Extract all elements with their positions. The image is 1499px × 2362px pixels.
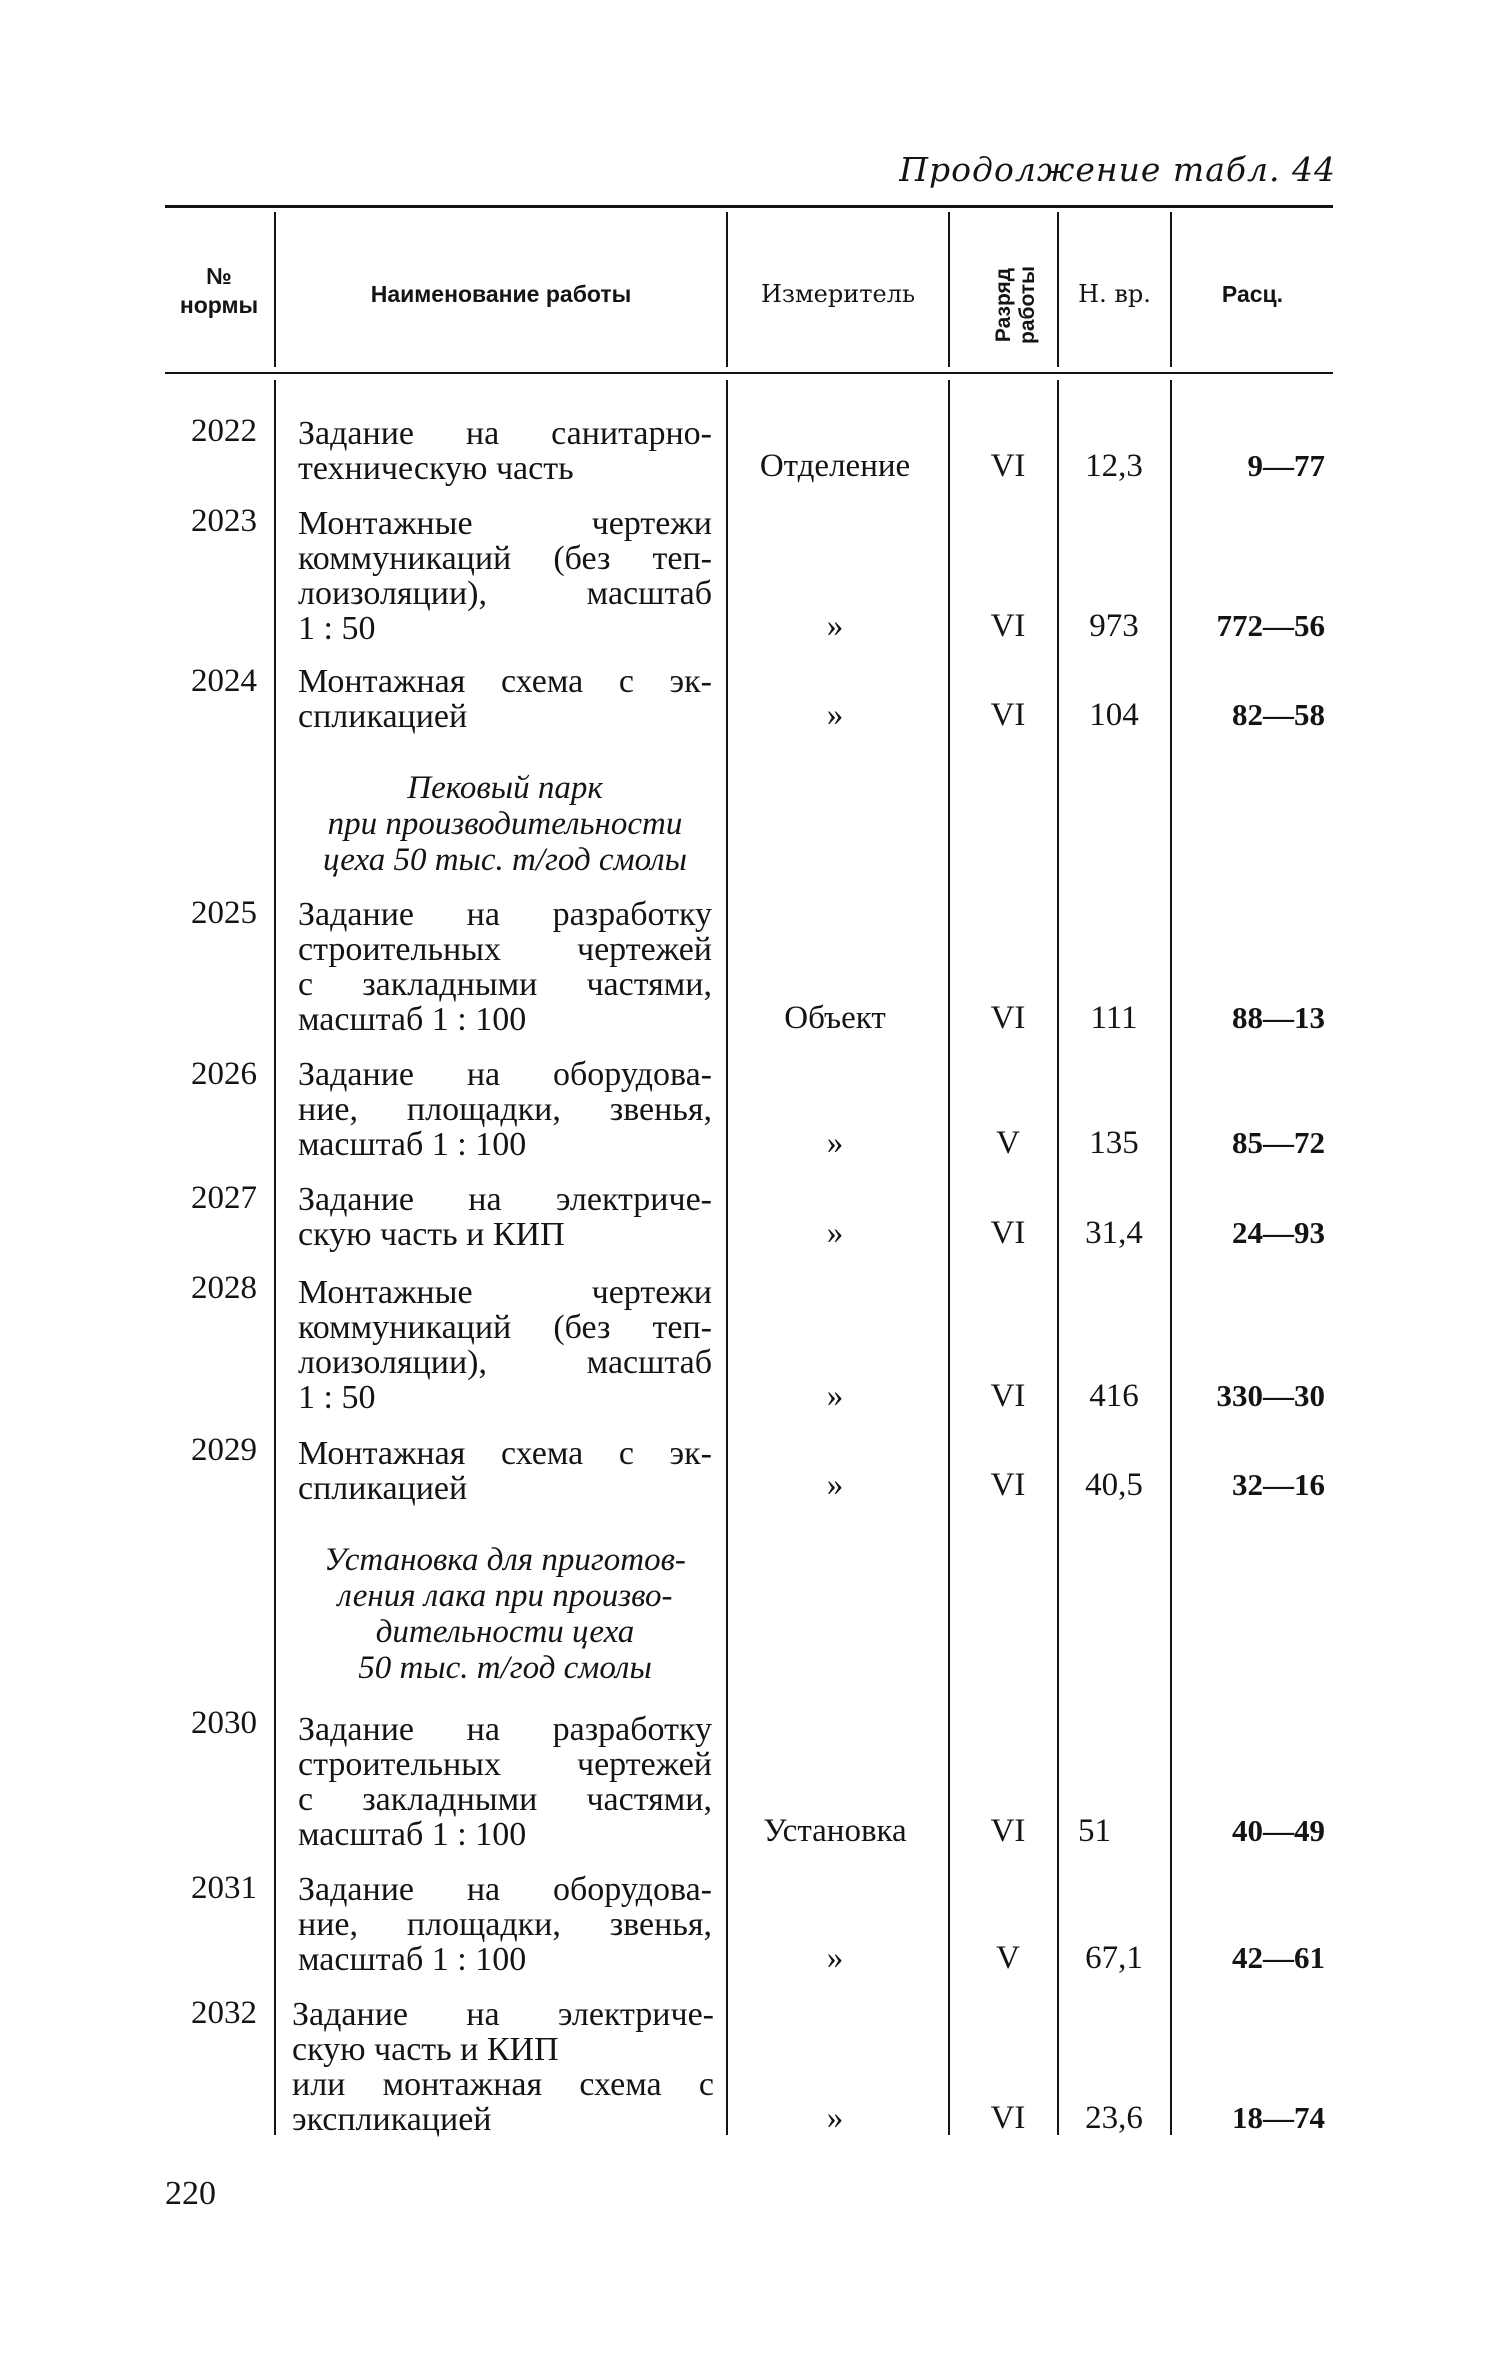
work-name	[298, 1275, 712, 1415]
work-name-line: 1 : 50	[298, 1379, 376, 1416]
work-name	[298, 506, 712, 646]
norm-number: 2030	[191, 1705, 257, 1741]
header-time-norm: Н. вр.	[1078, 280, 1151, 308]
work-name	[298, 897, 712, 1037]
work-name-line: Монтажная схема с эк-	[298, 1435, 712, 1472]
work-name-line: спликацией	[298, 698, 468, 735]
work-name	[298, 1872, 712, 1977]
work-name-line: масштаб 1 : 100	[298, 1126, 527, 1163]
work-name-line: техническую часть	[298, 450, 574, 487]
rate: 772—56	[1216, 608, 1325, 643]
header-grade-line2: работы	[1016, 265, 1039, 345]
norm-number: 2022	[191, 413, 257, 449]
work-name	[298, 1182, 712, 1252]
work-name-line: коммуникаций (без теп-	[298, 540, 712, 577]
grade: VI	[990, 2100, 1026, 2136]
grade: VI	[990, 1467, 1026, 1503]
time-norm: 416	[1089, 1378, 1139, 1414]
continuation-caption: Продолжение табл. 44	[899, 150, 1336, 189]
norm-number: 2027	[191, 1180, 257, 1216]
rate: 24—93	[1232, 1215, 1325, 1250]
grade: VI	[990, 697, 1026, 733]
measure: »	[826, 1378, 844, 1414]
norm-number: 2025	[191, 895, 257, 931]
work-name-line: Монтажная схема с эк-	[298, 663, 712, 700]
work-name-line: Задание на оборудова-	[298, 1871, 712, 1908]
header-norm-no	[165, 262, 273, 320]
grade: VI	[990, 1378, 1026, 1414]
work-name-line: Монтажные чертежи	[298, 1274, 712, 1311]
measure: »	[826, 608, 844, 644]
work-name-line: масштаб 1 : 100	[298, 1816, 527, 1853]
column-divider	[948, 380, 950, 2135]
time-norm: 111	[1090, 1000, 1138, 1036]
work-name-line: Задание на оборудова-	[298, 1056, 712, 1093]
work-name-line: масштаб 1 : 100	[298, 1941, 527, 1978]
section-heading-line: ления лака при произво-	[337, 1578, 673, 1614]
work-name-line: строительных чертежей	[298, 1746, 712, 1783]
measure: Отделение	[759, 448, 911, 484]
header-bottom-rule	[165, 372, 1333, 374]
work-name-line: Задание на электриче-	[298, 1181, 712, 1218]
work-name-line: с закладными частями,	[298, 1781, 712, 1818]
page-number: 220	[165, 2175, 216, 2212]
rate: 88—13	[1232, 1000, 1325, 1035]
norm-number: 2028	[191, 1270, 257, 1306]
norm-number: 2031	[191, 1870, 257, 1906]
work-name-line: ние, площадки, звенья,	[298, 1091, 712, 1128]
measure: »	[826, 2100, 844, 2136]
work-name-line: масштаб 1 : 100	[298, 1001, 527, 1038]
work-name-line: лоизоляции), масштаб	[298, 1344, 712, 1381]
norm-number: 2029	[191, 1432, 257, 1468]
section-heading-line: Пековый парк	[407, 770, 603, 806]
rate: 82—58	[1232, 697, 1325, 732]
work-name-line: скую часть и КИП	[298, 1216, 565, 1253]
work-name	[298, 664, 712, 734]
work-name-line: с закладными частями,	[298, 966, 712, 1003]
work-name-line: Задание на разработку	[298, 896, 712, 933]
table-top-rule	[165, 205, 1333, 208]
column-divider	[274, 380, 276, 2135]
work-name	[298, 416, 712, 486]
header-measure: Измеритель	[760, 280, 916, 308]
time-norm: 40,5	[1085, 1467, 1143, 1503]
work-name-line: Задание на санитарно-	[298, 415, 712, 452]
section-heading-line: при производительности	[327, 806, 683, 842]
section-heading-line: Установка для приготов-	[324, 1542, 686, 1578]
column-divider	[1170, 380, 1172, 2135]
time-norm: 31,4	[1085, 1215, 1143, 1251]
rate: 85—72	[1232, 1125, 1325, 1160]
time-norm: 135	[1089, 1125, 1139, 1161]
work-name-line: коммуникаций (без теп-	[298, 1309, 712, 1346]
work-name-line: экспликацией	[292, 2101, 492, 2138]
work-name	[298, 1712, 712, 1852]
measure: »	[826, 1125, 844, 1161]
header-work-name: Наименование работы	[370, 281, 632, 307]
work-name-line: скую часть и КИП	[292, 2031, 559, 2068]
norm-number: 2032	[191, 1995, 257, 2031]
header-rate: Расц.	[1221, 281, 1284, 307]
section-heading-line: дительности цеха	[375, 1614, 635, 1650]
grade: VI	[990, 608, 1026, 644]
rate: 9—77	[1247, 448, 1325, 483]
norm-number: 2023	[191, 503, 257, 539]
measure: »	[826, 1467, 844, 1503]
grade: V	[996, 1125, 1020, 1161]
column-divider	[948, 212, 950, 367]
grade: V	[996, 1940, 1020, 1976]
rate: 330—30	[1216, 1378, 1325, 1413]
time-norm: 12,3	[1085, 448, 1143, 484]
work-name-line: строительных чертежей	[298, 931, 712, 968]
work-name-line: лоизоляции), масштаб	[298, 575, 712, 612]
rate: 42—61	[1232, 1940, 1325, 1975]
header-norm-no-symbol: №	[206, 263, 232, 289]
measure: Установка	[763, 1813, 907, 1849]
work-name	[298, 1436, 712, 1506]
section-heading-line: цеха 50 тыс. т/год смолы	[322, 842, 688, 878]
work-name-line: Задание на электриче-	[292, 1996, 714, 2033]
column-divider	[726, 380, 728, 2135]
work-name-line: ние, площадки, звенья,	[298, 1906, 712, 1943]
rate: 32—16	[1232, 1467, 1325, 1502]
measure: »	[826, 1215, 844, 1251]
work-name-line: или монтажная схема с	[292, 2066, 714, 2103]
section-heading	[287, 1542, 723, 1686]
rate: 40—49	[1232, 1813, 1325, 1848]
measure: »	[826, 1940, 844, 1976]
norm-number: 2024	[191, 663, 257, 699]
time-norm: 104	[1089, 697, 1139, 733]
work-name-line: 1 : 50	[298, 610, 376, 647]
grade: VI	[990, 1813, 1026, 1849]
header-norm-no-word: нормы	[179, 292, 259, 318]
grade: VI	[990, 1215, 1026, 1251]
norm-number: 2026	[191, 1056, 257, 1092]
work-name	[298, 1057, 712, 1162]
work-name-line: Задание на разработку	[298, 1711, 712, 1748]
time-norm: 51	[1078, 1813, 1111, 1849]
time-norm: 973	[1089, 608, 1139, 644]
time-norm: 23,6	[1085, 2100, 1143, 2136]
header-grade-line1: Разряд	[992, 267, 1015, 343]
rate: 18—74	[1232, 2100, 1325, 2135]
time-norm: 67,1	[1085, 1940, 1143, 1976]
work-name	[292, 1997, 714, 2137]
measure: Объект	[784, 1000, 886, 1036]
work-name-line: Монтажные чертежи	[298, 505, 712, 542]
header-grade	[986, 250, 1046, 360]
grade: VI	[990, 1000, 1026, 1036]
grade: VI	[990, 448, 1026, 484]
work-name-line: спликацией	[298, 1470, 468, 1507]
section-heading	[287, 770, 723, 878]
measure: »	[826, 697, 844, 733]
section-heading-line: 50 тыс. т/год смолы	[358, 1650, 652, 1686]
